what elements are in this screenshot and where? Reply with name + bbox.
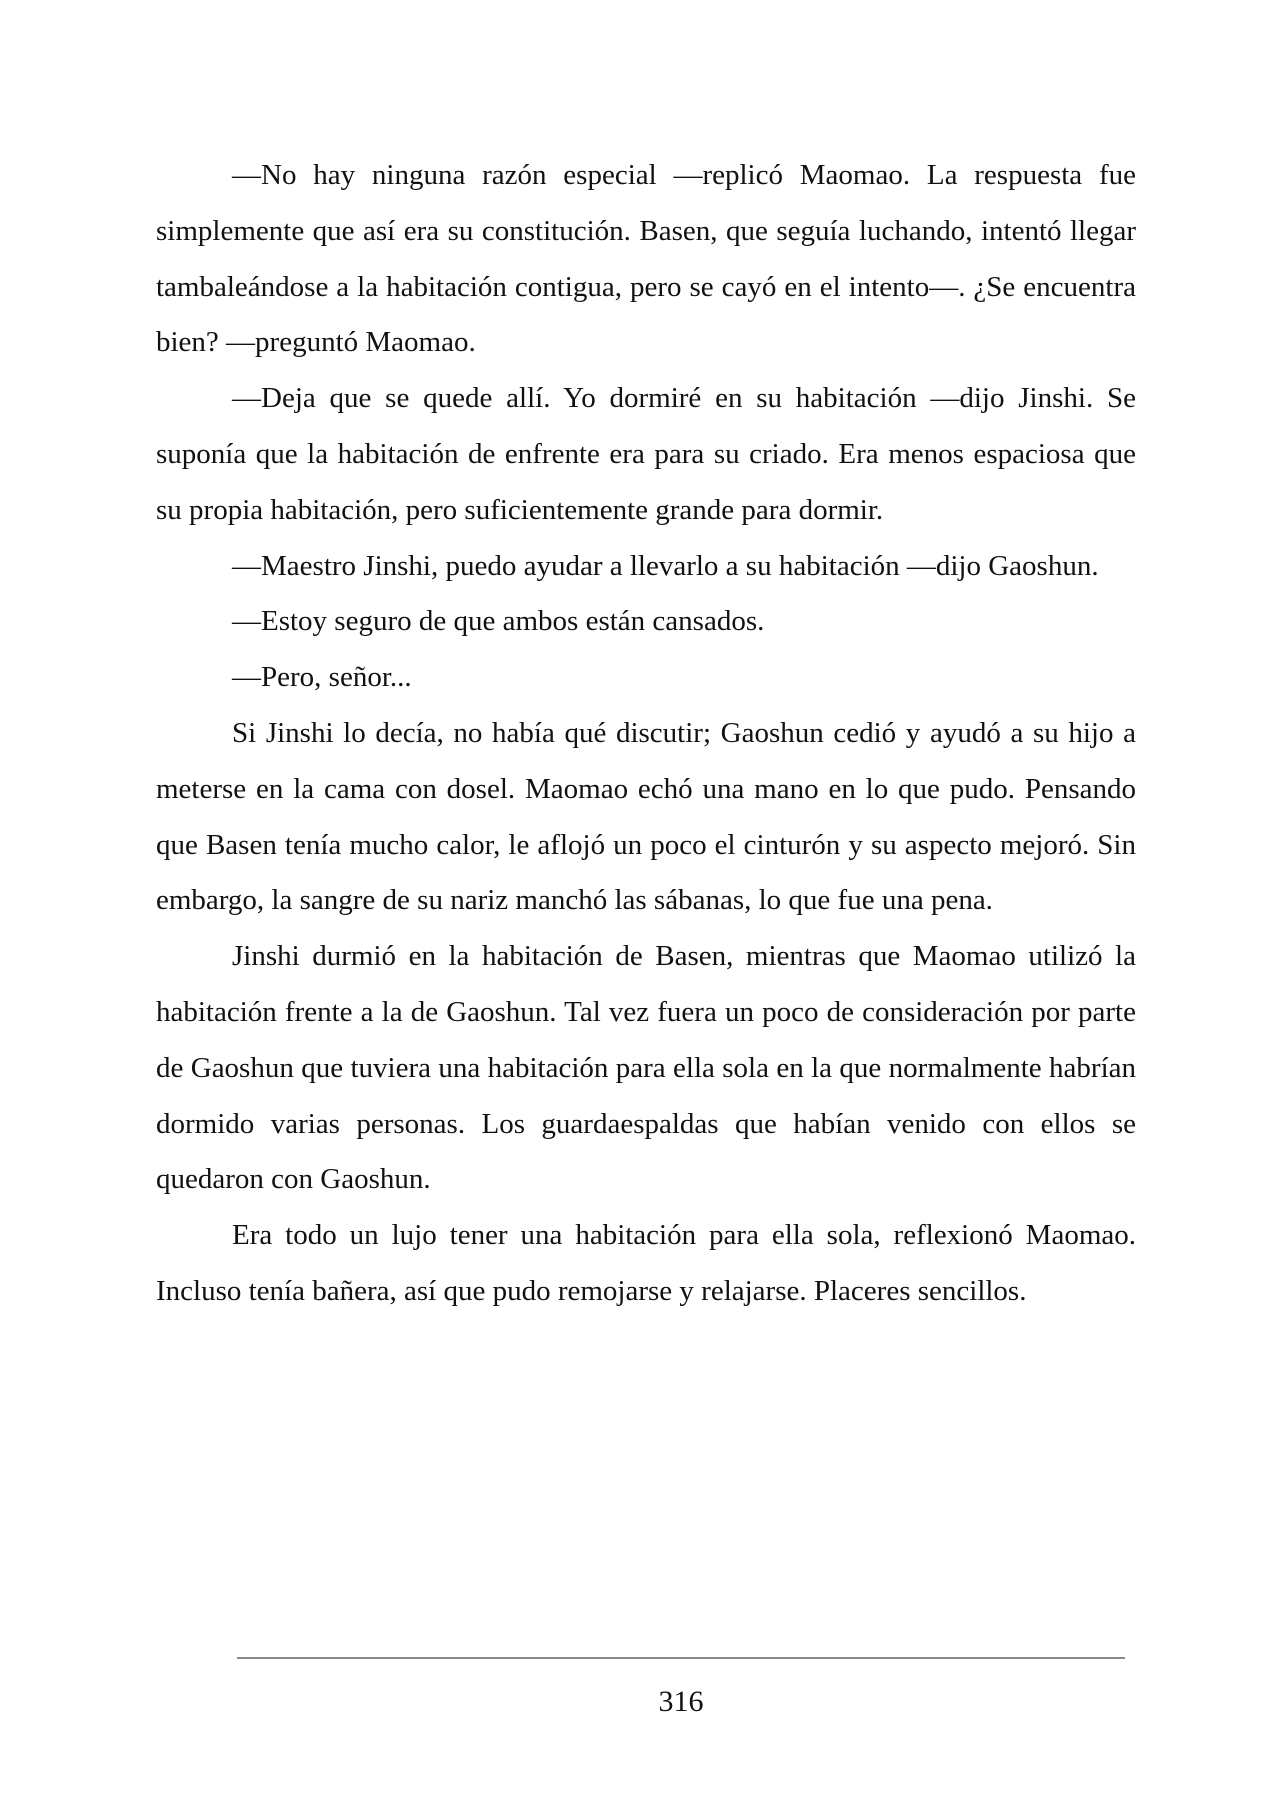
footer-divider <box>237 1657 1125 1659</box>
paragraph: Si Jinshi lo decía, no había qué discutir; Gaoshun cedió y ayudó a su hijo a meterse en la cama con dosel. Maomao echó una mano en lo que pudo. Pensando que Basen tenía mucho calor, le aflojó un poco el cinturón y su aspecto mejoró. Sin embargo, la sangre de su nariz manchó las sábanas, lo que fue una pena. <box>156 716 1136 917</box>
paragraph: —Deja que se quede allí. Yo dormiré en su habitación —dijo Jinshi. Se suponía que la habitación de enfrente era para su criado. Era menos espaciosa que su propia habitación, pero suficientemente grande para dormir. <box>156 382 1136 526</box>
body-text <box>156 148 1136 1320</box>
paragraph: —No hay ninguna razón especial —replicó Maomao. La respuesta fue simplemente que así era su constitución. Basen, que seguía luchando, intentó llegar tambaleándose a la habitación contigua, pero se cayó en el intento—. ¿Se encuentra bien? —preguntó Maomao. <box>156 159 1136 359</box>
paragraph: —Estoy seguro de que ambos están cansados. <box>232 605 765 638</box>
page-number: 316 <box>658 1685 704 1718</box>
paragraph: —Maestro Jinshi, puedo ayudar a llevarlo a su habitación —dijo Gaoshun. <box>232 549 1099 582</box>
paragraph: Era todo un lujo tener una habitación para ella sola, reflexionó Maomao. Incluso tenía bañera, así que pudo remojarse y relajarse. Placeres sencillos. <box>156 1219 1136 1307</box>
paragraph: Jinshi durmió en la habitación de Basen, mientras que Maomao utilizó la habitación frente a la de Gaoshun. Tal vez fuera un poco de consideración por parte de Gaoshun que tuviera una habitación para ella sola en la que normalmente habrían dormido varias personas. Los guardaespaldas que habían venido con ellos se quedaron con Gaoshun. <box>156 940 1136 1196</box>
paragraph: —Pero, señor... <box>232 661 412 694</box>
